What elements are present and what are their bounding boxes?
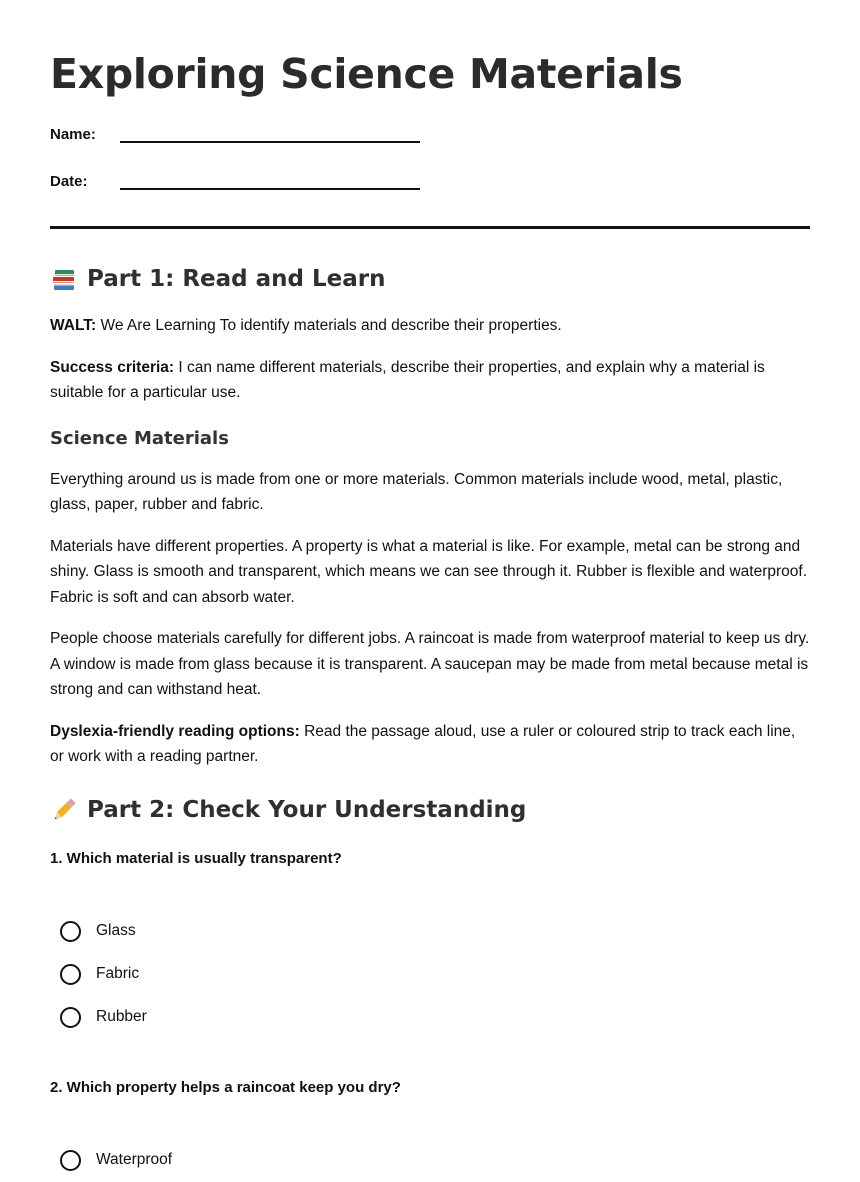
part2-heading: [50, 796, 810, 824]
pencil-icon: [50, 796, 78, 824]
option-label: Waterproof: [96, 1151, 173, 1168]
option-label: Fabric: [96, 965, 140, 982]
answer-option[interactable]: [60, 996, 810, 1039]
walt-text: We Are Learning To identify materials and describe their properties.: [96, 317, 562, 334]
answer-option[interactable]: [60, 910, 810, 953]
part1-heading: [50, 265, 810, 293]
radio-button[interactable]: [60, 964, 81, 985]
dyslexia-options: [50, 719, 810, 770]
walt-statement: [50, 313, 810, 339]
walt-label: WALT:: [50, 317, 97, 334]
name-field[interactable]: [120, 121, 420, 143]
name-label: Name:: [50, 126, 96, 143]
name-field-row: [50, 121, 810, 143]
radio-button[interactable]: [60, 1007, 81, 1028]
criteria-text: I can name different materials, describe their properties, and explain why a material is suitable for a particular use.: [50, 358, 765, 401]
dyslexia-label: Dyslexia-friendly reading options:: [50, 722, 300, 740]
date-field-row: [50, 166, 810, 190]
question-1: 1. Which material is usually transparent?: [50, 849, 342, 867]
question-1-options: [50, 910, 810, 1039]
criteria-label: Success criteria:: [50, 358, 175, 376]
question-2-options: [50, 1139, 810, 1182]
option-label: Rubber: [96, 1008, 147, 1025]
success-criteria: [50, 355, 810, 406]
part1-heading-text: Part 1: Read and Learn: [87, 266, 386, 292]
reading-paragraph: Materials have different properties. A property is what a material is like. For example, metal can be strong and shiny. Glass is smooth and transparent, which means we can see through it. Rubber is flexible and waterproof. Fabric is soft and can absorb water.: [50, 537, 808, 606]
answer-option[interactable]: [60, 953, 810, 996]
page-title: Exploring Science Materials: [50, 50, 683, 98]
header-divider: [50, 226, 810, 229]
reading-paragraph: People choose materials carefully for different jobs. A raincoat is made from waterproof material to keep us dry. A window is made from glass because it is transparent. A saucepan may be made from metal because metal is strong and can withstand heat.: [50, 630, 810, 698]
books-icon: [50, 265, 78, 293]
answer-option[interactable]: [60, 1139, 810, 1182]
radio-button[interactable]: [60, 1150, 81, 1171]
option-label: Glass: [96, 922, 136, 939]
dyslexia-text: Read the passage aloud, use a ruler or coloured strip to track each line, or work with a reading partner.: [50, 722, 796, 765]
question-2: 2. Which property helps a raincoat keep you dry?: [50, 1078, 401, 1096]
reading-paragraph: Everything around us is made from one or more materials. Common materials include wood, metal, plastic, glass, paper, rubber and fabric.: [50, 470, 783, 513]
date-label: Date:: [50, 173, 88, 190]
reading-subheading: Science Materials: [50, 427, 229, 449]
part2-heading-text: Part 2: Check Your Understanding: [87, 796, 527, 823]
date-field[interactable]: [120, 166, 420, 190]
radio-button[interactable]: [60, 921, 81, 942]
